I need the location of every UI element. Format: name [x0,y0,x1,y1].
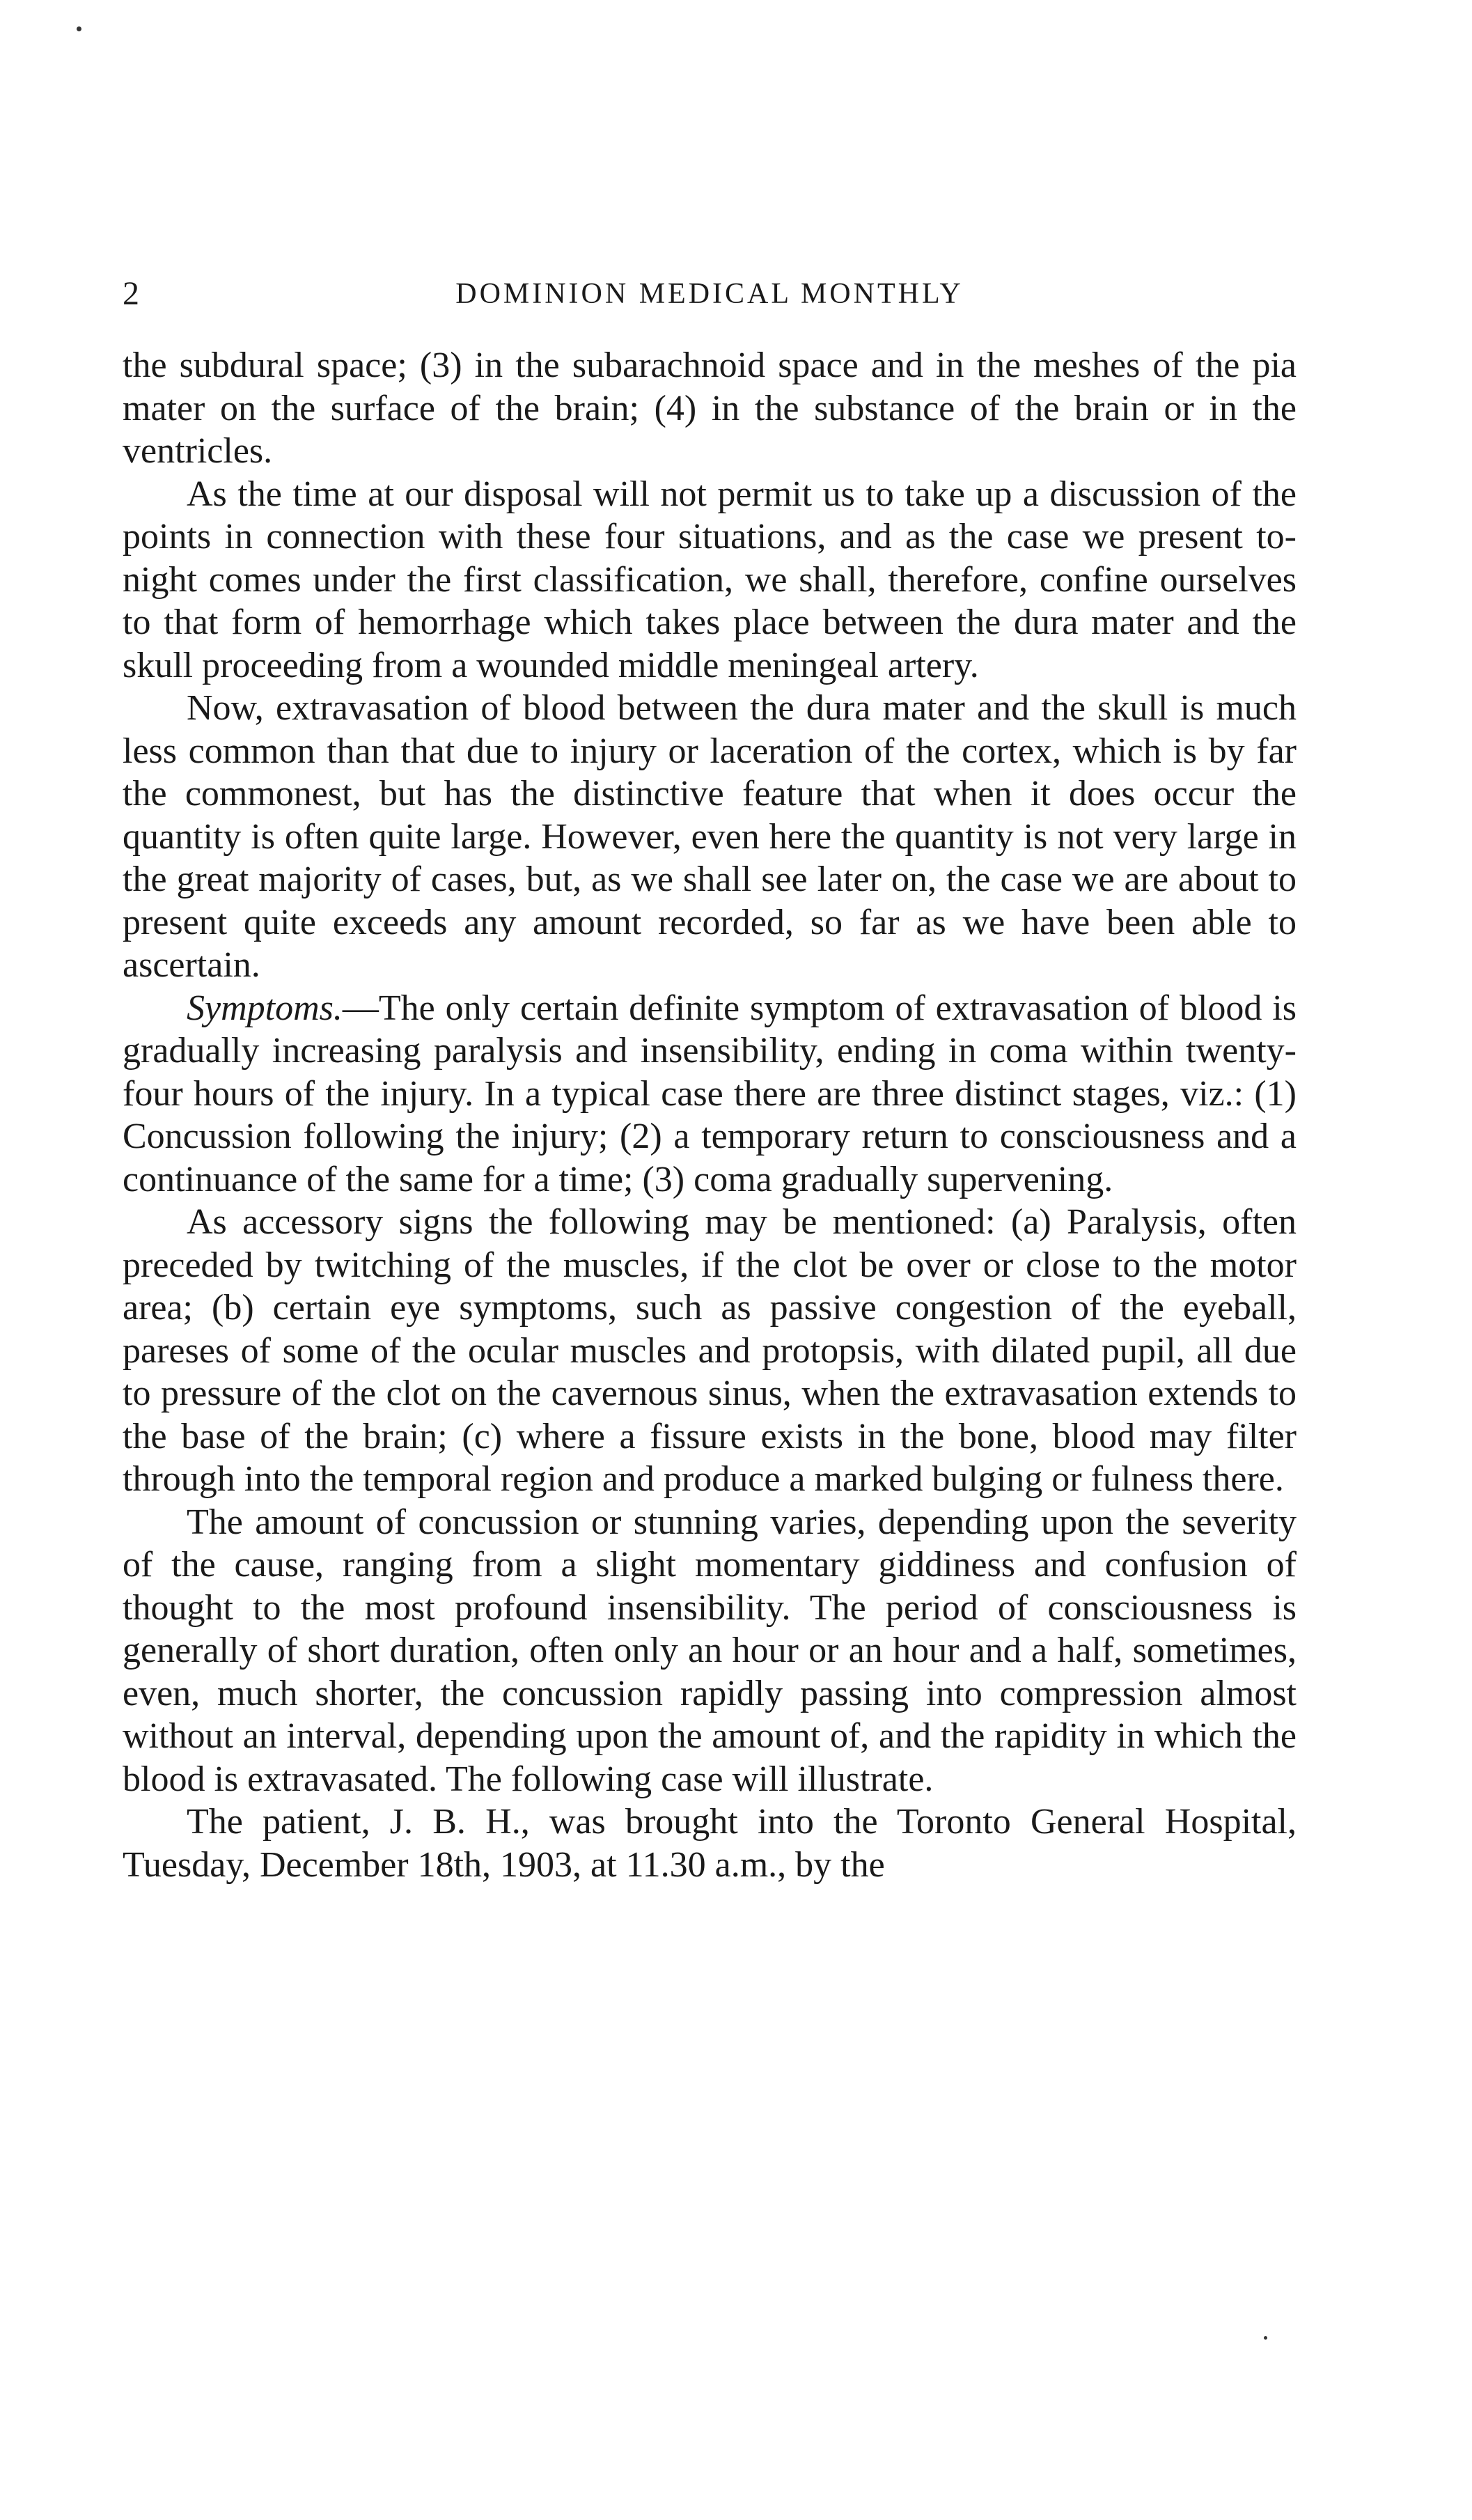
paragraph [123,987,1297,1201]
journal-title: DOMINION MEDICAL MONTHLY [455,278,964,310]
paragraph [123,1800,1297,1886]
paragraph [123,1201,1297,1501]
print-speck [77,26,81,31]
paragraph-text: As the time at our disposal will not permit us to take up a discussion of the points in connection with these four situations, and as the case we present to-night comes under the first classification, we shall, therefore, confine ourselves to that form of hemorrhage which takes place between the dura mater and the skull proceeding from a wounded middle meningeal artery. [123,474,1297,685]
paragraph [123,1501,1297,1801]
paragraph-text: The patient, J. B. H., was brought into the Toronto General Hospital, Tuesday, December 18th, 1903, at 11.30 a.m., by the [123,1802,1297,1885]
paragraph [123,687,1297,987]
running-head [123,269,1297,319]
paragraph-text: Now, extravasation of blood between the dura mater and the skull is much less common than that due to injury or laceration of the cortex, which is by far the commonest, but has the distinctive feature that when it does occur the quantity is often quite large. However, even here the quantity is not very large in the great majority of cases, but, as we shall see later on, the case we are about to present quite exceeds any amount recorded, so far as we have been able to ascertain. [123,688,1297,985]
print-speck [1264,2336,1267,2340]
paragraph-text: the subdural space; (3) in the subarachnoid space and in the meshes of the pia mater on the surface of the brain; (4) in the substance of the brain or in the ventricles. [123,345,1297,471]
section-lead: Symptoms. [187,988,343,1028]
page-number: 2 [123,275,139,312]
paragraph-text: As accessory signs the following may be mentioned: (a) Paralysis, often preceded by twitching of the muscles, if the clot be over or close to the motor area; (b) certain eye symptoms, such as passive congestion of the eyeball, pareses of some of the ocular muscles and protopsis, with dilated pupil, all due to pressure of the clot on the cavernous sinus, when the extravasation extends to the base of the brain; (c) where a fissure exists in the bone, blood may filter through into the temporal region and produce a marked bulging or fulness there. [123,1202,1297,1499]
body-text [123,344,1297,1886]
paragraph [123,344,1297,473]
paragraph-text: —The only certain definite symptom of extravasation of blood is gradually increasing paralysis and insensibility, ending in coma within twenty-four hours of the injury. In a typical case there are three distinct stages, viz.: (1) Concussion following the injury; (2) a temporary return to consciousness and a continuance of the same for a time; (3) coma gradually supervening. [123,988,1297,1199]
paragraph-text: The amount of concussion or stunning varies, depending upon the severity of the cause, ranging from a slight momentary giddiness and confusion of thought to the most profound insensibility. The period of consciousness is generally of short duration, often only an hour or an hour and a half, sometimes, even, much shorter, the concussion rapidly passing into compression almost without an interval, depending upon the amount of, and the rapidity in which the blood is extravasated. The following case will illustrate. [123,1502,1297,1799]
paragraph [123,473,1297,687]
